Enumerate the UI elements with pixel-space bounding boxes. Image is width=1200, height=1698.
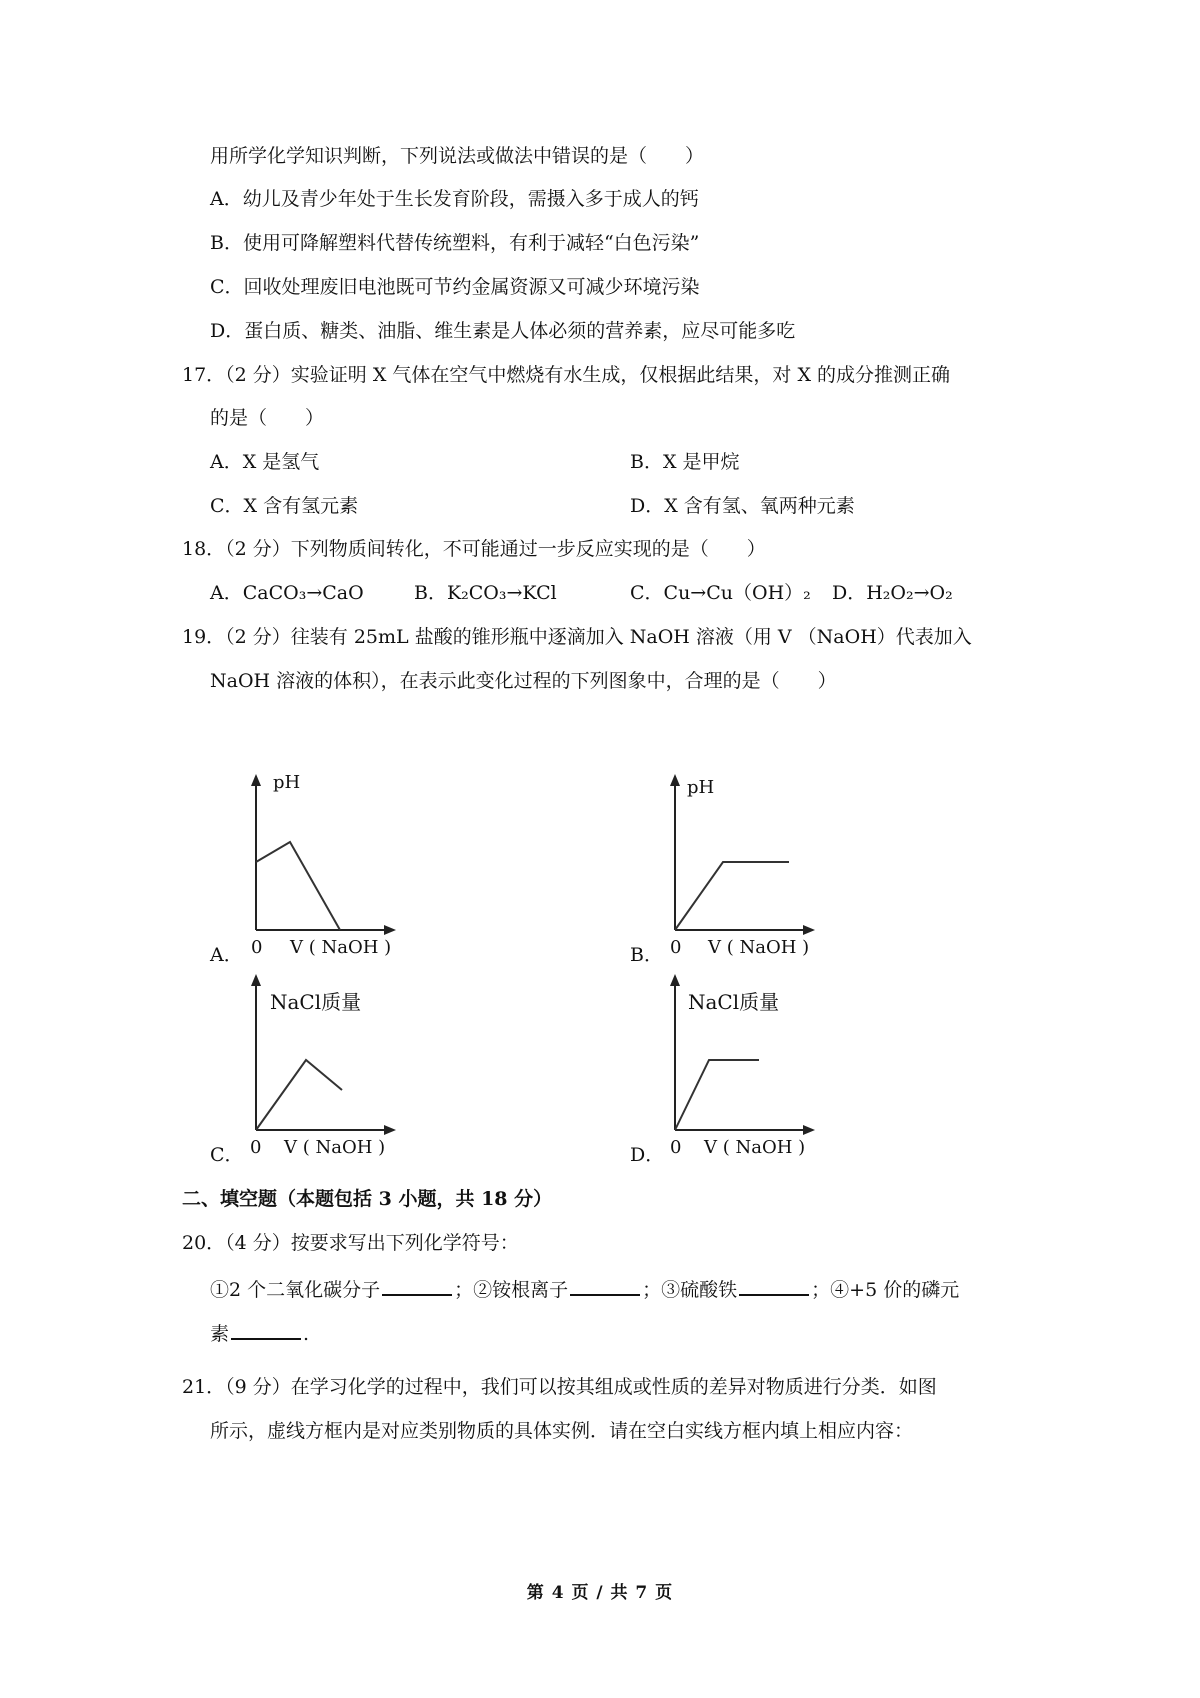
graph-a-ylabel: pH (273, 772, 301, 793)
graph-b (659, 770, 829, 950)
curve-line (256, 842, 340, 930)
q20-part1: ①2 个二氧化碳分子 (210, 1279, 381, 1301)
graph-c-xlabel: V ( NaOH ) (284, 1137, 386, 1158)
q18-option-c: C．Cu→Cu（OH）₂ (630, 582, 811, 604)
q20-blank-4[interactable] (231, 1318, 301, 1340)
q17-stem-line1: 17．（2 分）实验证明 X 气体在空气中燃烧有水生成，仅根据此结果，对 X 的成分推测正确 (182, 364, 951, 386)
graph-c-origin: 0 (250, 1137, 262, 1158)
q17-option-c: C．X 含有氢元素 (210, 495, 359, 517)
q18-option-a: A．CaCO₃→CaO (210, 582, 364, 604)
y-axis-arrow-icon (251, 974, 261, 986)
graph-a-svg (240, 770, 410, 950)
q20-blank-3[interactable] (739, 1274, 809, 1296)
q17-option-a: A．X 是氢气 (210, 451, 320, 473)
graph-d-letter: D． (630, 1144, 665, 1166)
x-axis-arrow-icon (384, 1125, 396, 1135)
q21-stem-line1: 21．（9 分）在学习化学的过程中，我们可以按其组成或性质的差异对物质进行分类．如图 (182, 1376, 937, 1398)
curve-line (675, 1060, 759, 1130)
graph-b-letter: B． (630, 944, 663, 966)
q18-option-b: B．K₂CO₃→KCl (414, 582, 557, 604)
graph-d-ylabel: NaCl质量 (688, 990, 780, 1014)
q20-end: . (303, 1323, 310, 1345)
curve-line (675, 862, 789, 930)
q20-part5: 素 (210, 1323, 230, 1345)
curve-line (256, 1060, 342, 1130)
graph-c-ylabel: NaCl质量 (270, 990, 362, 1014)
graph-a (240, 770, 410, 950)
graph-a-origin: 0 (251, 937, 263, 958)
q17-option-d: D．X 含有氢、氧两种元素 (630, 495, 855, 517)
x-axis-arrow-icon (803, 925, 815, 935)
q19-stem-line2: NaOH 溶液的体积），在表示此变化过程的下列图象中，合理的是（ ） (210, 670, 837, 692)
q20-part2: ；②铵根离子 (454, 1279, 569, 1301)
q21-stem-line2: 所示，虚线方框内是对应类别物质的具体实例．请在空白实线方框内填上相应内容： (210, 1420, 914, 1442)
graph-b-origin: 0 (670, 937, 682, 958)
q16-option-b: B．使用可降解塑料代替传统塑料，有利于减轻“白色污染” (210, 232, 700, 254)
y-axis-arrow-icon (251, 774, 261, 786)
q20-part3: ；③硫酸铁 (642, 1279, 738, 1301)
q16-option-d: D．蛋白质、糖类、油脂、维生素是人体必须的营养素，应尽可能多吃 (210, 320, 796, 342)
q20-line1 (210, 1274, 959, 1303)
graph-c-letter: C． (210, 1144, 244, 1166)
y-axis-arrow-icon (670, 774, 680, 786)
graph-d-xlabel: V ( NaOH ) (704, 1137, 806, 1158)
q20-blank-2[interactable] (570, 1274, 640, 1296)
section2-title: 二、填空题（本题包括 3 小题，共 18 分） (182, 1188, 553, 1210)
graph-a-letter: A． (210, 944, 243, 966)
x-axis-arrow-icon (803, 1125, 815, 1135)
q20-blank-1[interactable] (382, 1274, 452, 1296)
q17-option-b: B．X 是甲烷 (630, 451, 740, 473)
page-footer: 第 4 页 / 共 7 页 (526, 1583, 674, 1603)
q16-stem: 用所学化学知识判断，下列说法或做法中错误的是（ ） (210, 145, 705, 167)
q20-part4: ；④+5 价的磷元 (811, 1279, 960, 1301)
q18-option-d: D．H₂O₂→O₂ (832, 582, 953, 604)
q19-stem-line1: 19．（2 分）往装有 25mL 盐酸的锥形瓶中逐滴加入 NaOH 溶液（用 V （NaOH）代表加入 (182, 626, 972, 648)
graph-b-svg (659, 770, 829, 950)
x-axis-arrow-icon (384, 925, 396, 935)
graph-b-xlabel: V ( NaOH ) (708, 937, 810, 958)
q18-stem: 18．（2 分）下列物质间转化，不可能通过一步反应实现的是（ ） (182, 538, 766, 560)
q20-line2 (210, 1318, 309, 1347)
q20-stem: 20．（4 分）按要求写出下列化学符号： (182, 1232, 519, 1254)
q17-stem-line2: 的是（ ） (210, 407, 325, 429)
graph-b-ylabel: pH (687, 777, 715, 798)
graph-a-xlabel: V ( NaOH ) (290, 937, 392, 958)
graph-d-origin: 0 (670, 1137, 682, 1158)
q16-option-a: A．幼儿及青少年处于生长发育阶段，需摄入多于成人的钙 (210, 188, 699, 210)
y-axis-arrow-icon (670, 974, 680, 986)
q16-option-c: C．回收处理废旧电池既可节约金属资源又可减少环境污染 (210, 276, 700, 298)
